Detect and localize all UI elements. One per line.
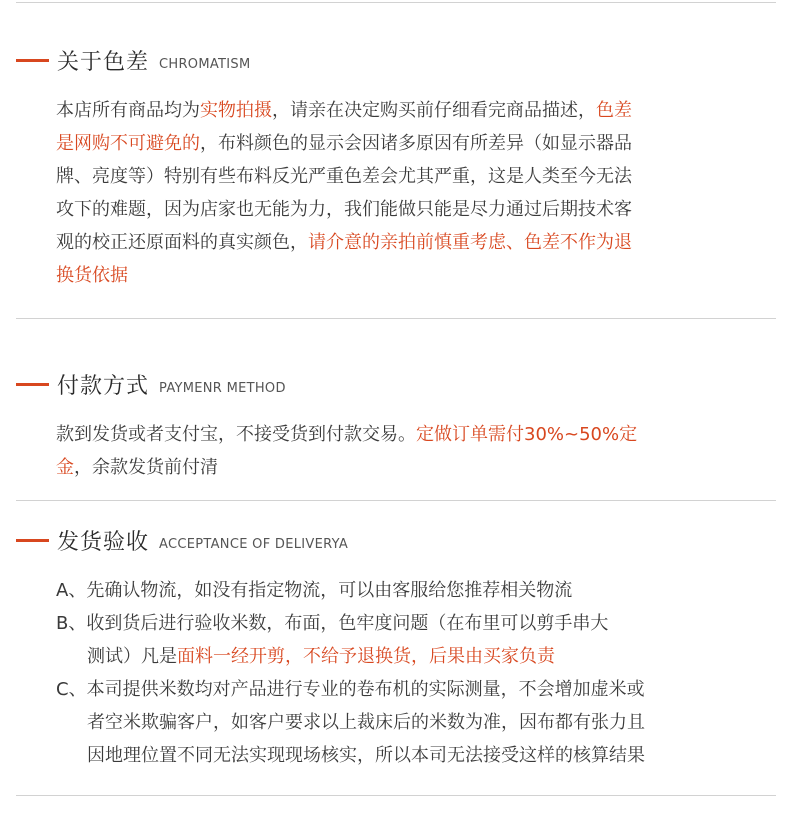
list-item-c: C、本司提供米数均对产品进行专业的卷布机的实际测量，不会增加虚米或 [56,679,645,700]
text-line: 款到发货或者支付宝，不接受货到付款交易。定做订单需付30%~50%定 [56,424,638,445]
section-body-chromatism [56,94,716,292]
heading-accent-bar [16,539,49,542]
list-item-c-continued: 者空米欺骗客户，如客户要求以上裁床后的米数为准，因布都有张力且 [87,712,645,733]
section-subtitle: CHROMATISM [159,56,251,72]
delivery-list [56,574,736,772]
divider [16,318,776,319]
text-line: 换货依据 [56,265,128,286]
section-heading-chromatism [16,44,250,76]
list-item-b: B、收到货后进行验收米数，布面，色牢度问题（在布里可以剪手串大 [56,613,609,634]
section-title: 付款方式 [57,373,150,399]
section-title: 发货验收 [57,529,150,555]
divider-top [16,2,776,3]
section-subtitle: ACCEPTANCE OF DELIVERYA [159,536,349,552]
text-line: 牌、亮度等）特别有些布料反光严重色差会尤其严重，这是人类至今无法 [56,166,632,187]
section-subtitle: PAYMENR METHOD [159,380,286,396]
heading-accent-bar [16,383,49,386]
text-line: 观的校正还原面料的真实颜色，请介意的亲拍前慎重考虑、色差不作为退 [56,232,632,253]
divider-bottom [16,795,776,796]
list-item-b-continued: 测试）凡是面料一经开剪，不给予退换货，后果由买家负责 [87,646,555,667]
section-title: 关于色差 [57,49,150,75]
text-line: 是网购不可避免的，布料颜色的显示会因诸多原因有所差异（如显示器品 [56,133,632,154]
list-item-a: A、先确认物流，如没有指定物流，可以由客服给您推荐相关物流 [56,580,573,601]
text-line: 金，余款发货前付清 [56,457,218,478]
list-item-c-continued: 因地理位置不同无法实现现场核实，所以本司无法接受这样的核算结果 [87,745,645,766]
section-heading-payment [16,368,286,400]
heading-accent-bar [16,59,49,62]
divider [16,500,776,501]
text-line: 攻下的难题，因为店家也无能为力，我们能做只能是尽力通过后期技术客 [56,199,632,220]
section-body-payment [56,418,716,484]
text-line: 本店所有商品均为实物拍摄，请亲在决定购买前仔细看完商品描述，色差 [56,100,632,121]
section-heading-delivery [16,524,348,556]
